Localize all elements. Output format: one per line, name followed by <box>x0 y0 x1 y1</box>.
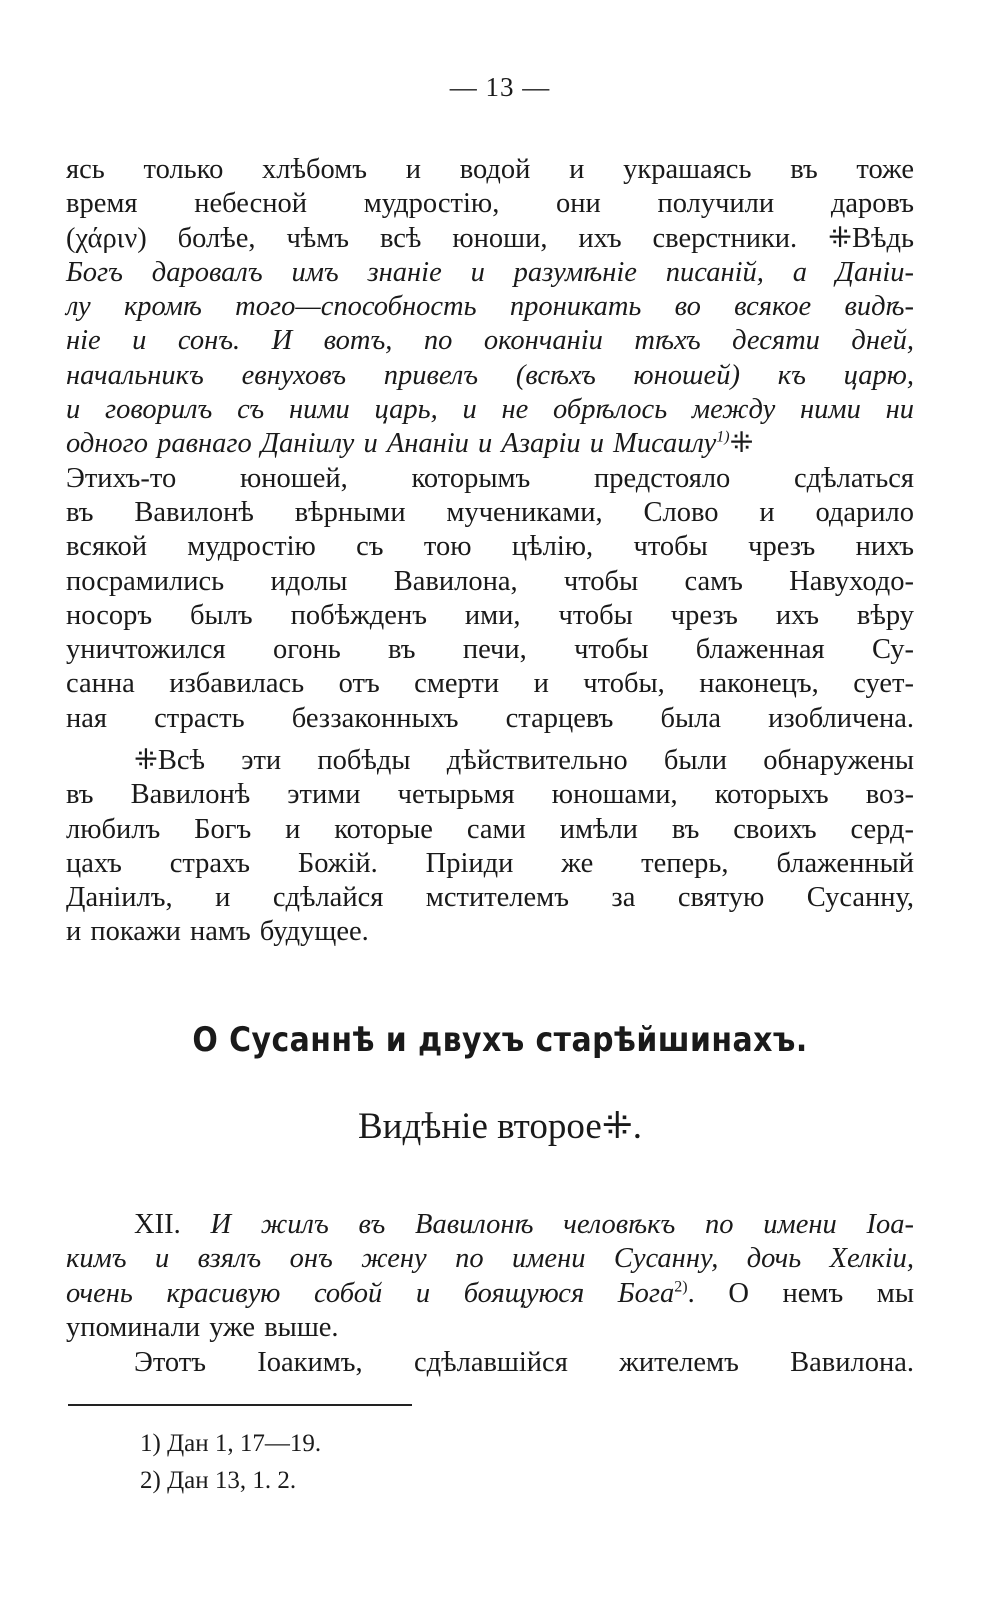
text-line <box>66 1208 914 1242</box>
footnote-ref: 1) <box>716 428 730 446</box>
text-line: Даніилъ, и сдѣлайся мстителемъ за святую Сусанну, <box>66 882 914 914</box>
footnote-divider <box>68 1404 412 1406</box>
italic-text: одного равнаго Даніилу и Ананіи и Азаріи и Мисаилу <box>66 428 717 460</box>
text-line: любилъ Богъ и которые сами имѣли въ своихъ серд- <box>66 813 914 845</box>
text-line: и покажи намъ будущее. <box>66 916 369 948</box>
text-tail: . О немъ мы <box>687 1277 914 1309</box>
section-heading: О Сусаннѣ и двухъ старѣйшинахъ. <box>192 1020 808 1060</box>
text-line: ная страсть беззаконныхъ старцевъ была изобличена. <box>66 702 914 734</box>
text-line: упоминали уже выше. <box>66 1311 339 1343</box>
text-line: носоръ былъ побѣжденъ ими, чтобы чрезъ ихъ вѣру <box>66 599 914 631</box>
section-marker: ⁜ <box>729 428 754 460</box>
text-line: въ Вавилонѣ вѣрными мучениками, Слово и одарило <box>66 496 914 528</box>
italic-text: очень красивую собой и боящуюся Бога <box>66 1277 675 1309</box>
text-line: всякой мудростію съ тою цѣлію, чтобы чрезъ нихъ <box>66 531 914 563</box>
text-line: посрамились идолы Вавилона, чтобы самъ Навуходо- <box>66 565 914 597</box>
text-line: Этотъ Іоакимъ, сдѣлавшійся жителемъ Вавилона. <box>134 1347 914 1378</box>
section-subheading: Видѣніе второе⁜. <box>357 1106 642 1147</box>
text-line-italic: Богъ даровалъ имъ знаніе и разумѣніе писаній, а Даніи- <box>66 256 914 288</box>
text-line: санна избавилась отъ смерти и чтобы, наконецъ, сует- <box>66 668 914 700</box>
roman-numeral: XII. <box>134 1209 181 1240</box>
page-number: — 13 — <box>449 72 551 102</box>
text-line: ⁜Всѣ эти побѣды дѣйствительно были обнаружены <box>134 745 914 776</box>
text-line-italic: лу кромѣ того—способность проникать во всякое видѣ- <box>66 291 914 323</box>
text-line: цахъ страхъ Божій. Пріиди же теперь, блаженный <box>66 847 914 879</box>
text-line-italic: ніе и сонъ. И вотъ, по окончаніи тѣхъ десяти дней, <box>66 325 914 357</box>
footnote-2: 2) Дан 13, 1. 2. <box>140 1467 297 1494</box>
text-line: уничтожился огонь въ печи, чтобы блаженная Су- <box>66 634 914 666</box>
text-line: въ Вавилонѣ этими четырьмя юношами, которыхъ воз- <box>66 779 914 811</box>
text-line: (χάριν) болѣе, чѣмъ всѣ юноши, ихъ сверстники. ⁜Вѣдь <box>66 222 914 254</box>
text-line-italic: кимъ и взялъ онъ жену по имени Сусанну, дочь Хелкіи, <box>66 1243 914 1275</box>
paragraph-1 <box>66 153 914 736</box>
text-line: время небесной мудростію, они получили даровъ <box>66 188 914 220</box>
italic-text: И жилъ въ Вавилонѣ человѣкъ по имени Іоа- <box>210 1209 915 1240</box>
text-line-italic <box>66 427 914 461</box>
text-line-italic: и говорилъ съ ними царь, и не обрѣлось между ними ни <box>66 394 914 426</box>
text-line: ясь только хлѣбомъ и водой и украшаясь въ тоже <box>66 154 914 185</box>
footnotes <box>140 1425 640 1499</box>
footnote-1: 1) Дан 1, 17—19. <box>140 1430 322 1457</box>
paragraph-4 <box>66 1346 914 1380</box>
footnote-ref: 2) <box>674 1278 688 1296</box>
text-line-italic: начальникъ евнуховъ привелъ (всѣхъ юношей) къ царю, <box>66 359 914 391</box>
text-line: Этихъ-то юношей, которымъ предстояло сдѣлаться <box>66 462 914 494</box>
text-line <box>66 1277 914 1311</box>
paragraph-3 <box>66 1208 914 1345</box>
paragraph-2 <box>66 744 914 950</box>
